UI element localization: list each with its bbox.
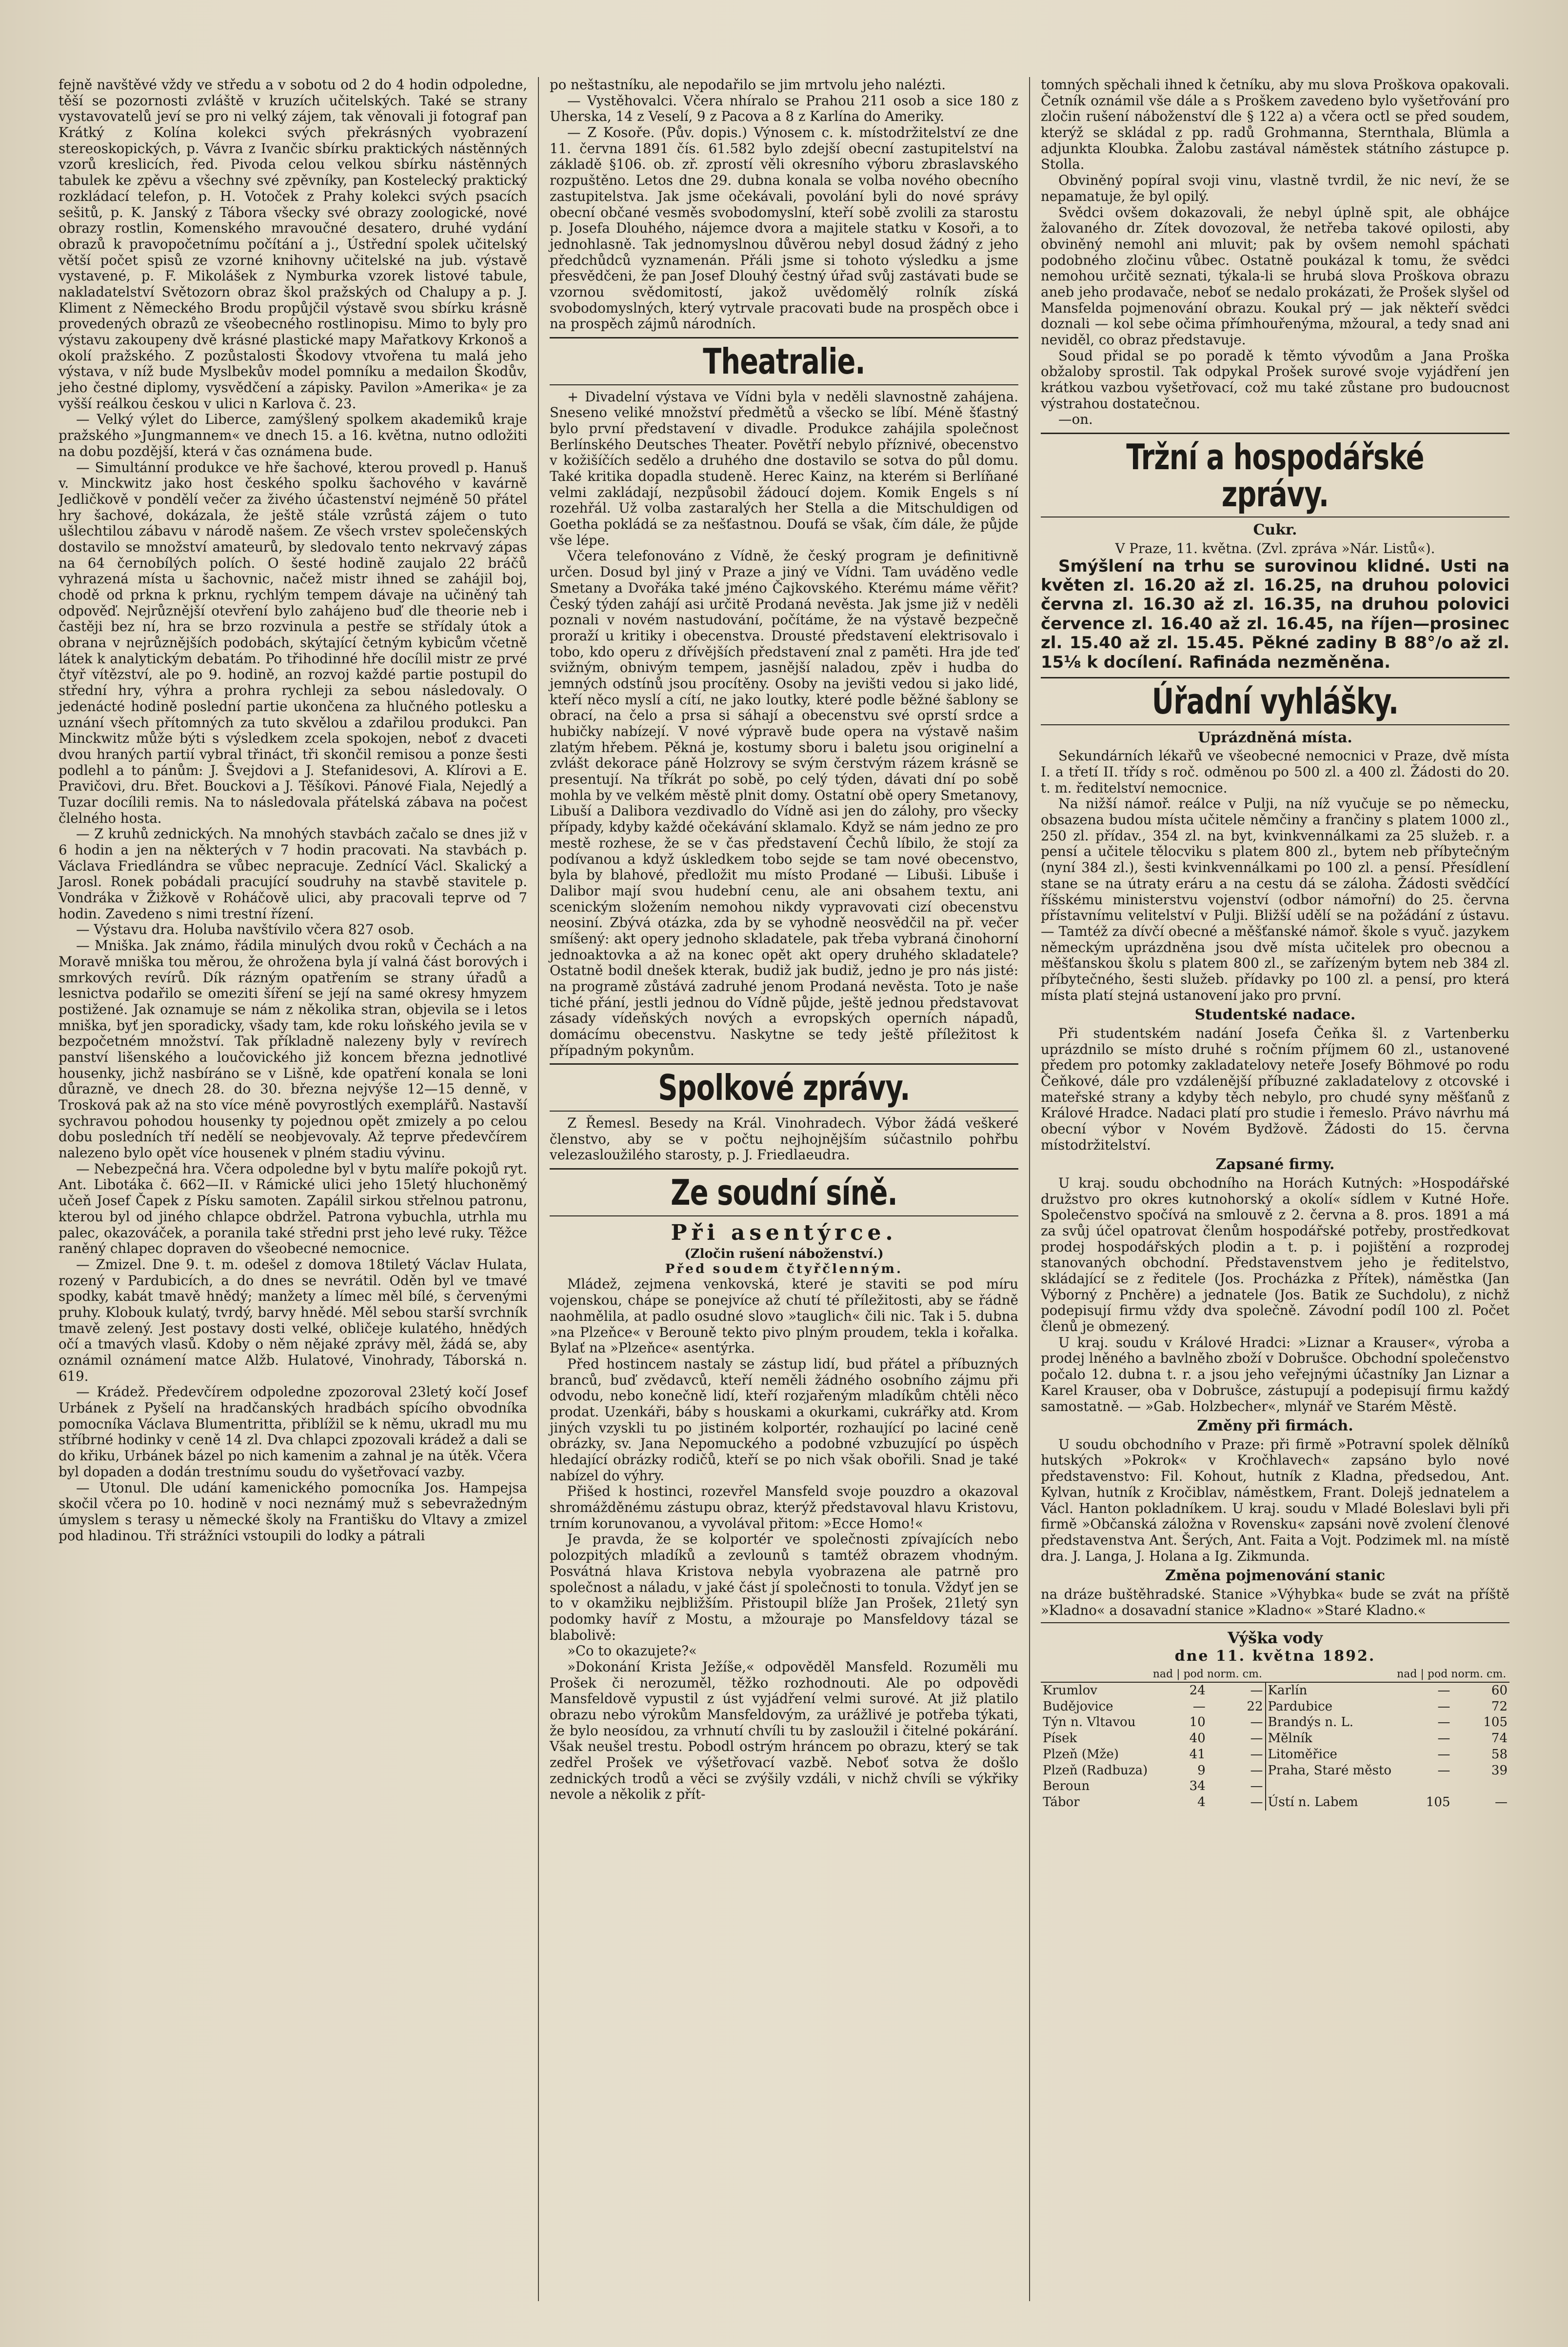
water-table-cell: Brandýs n. L. bbox=[1266, 1714, 1395, 1730]
water-table-cell: Ústí n. Labem bbox=[1266, 1794, 1395, 1810]
vacancies-subheading: Uprázdněná místa. bbox=[1198, 729, 1352, 746]
section-rule bbox=[1041, 677, 1509, 678]
water-table-cell: — bbox=[1192, 1699, 1206, 1714]
water-table-cell: 22 bbox=[1247, 1699, 1263, 1714]
water-table-cell: — bbox=[1250, 1731, 1263, 1746]
water-table-cell: 72 bbox=[1491, 1699, 1508, 1714]
court-heading: Ze soudní síně. bbox=[671, 1172, 897, 1213]
vacancy-paragraph: Na nižší námoř. reálce v Pulji, na níž vyučuje se po německu, obsazena budou místa učitele němčiny a frančiny s platem 1000 zl., 250 zl. přídav., 354 zl. na byt, kvinkvennálkami za 25 služeb. r. a pensí a učitele tělocviku s platem 800 zl., bytem neb příbytečným (nyní 384 zl.), šesti kvinkvennálkami po 100 zl. a pensí. Přesídlení stane se na útraty eráru a na cestu dá se záloha. Žádosti svědčící říšskému ministerstvu vojenství (odbor námořní) do 25. června přístavnímu velitelství v Pulji. Bližší udělí se na požádání z ústavu. — Tamtéž za dívčí obecné a měšťanské námoř. škole s vyuč. jazykem německým uprázdněna jsou dvě místa učitelek pro obecnou a měšťanskou školu s platem 800 zl., se zařízeným bytem neb 384 zl. příbytečného, šesti služeb. přídavky po 100 zl. a pensí, pro která místa platí stejná ustanovení jako pro první. bbox=[1041, 796, 1509, 1003]
water-header-cell: nad | pod norm. cm. bbox=[1395, 1667, 1509, 1682]
theatre-section bbox=[550, 389, 1018, 1059]
court-paragraph: Přišed k hostinci, rozevřel Mansfeld svoje pouzdro a okazoval shromážděnému zástupu obraz, kterýž představoval hlavu Kristovu, trním korunovanou, a vyvolával přitom: »Ecce Homo!« bbox=[550, 1483, 1018, 1532]
market-subheading: Cukr. bbox=[1253, 521, 1297, 539]
firm-changes-subheading: Změny při firmách. bbox=[1197, 1417, 1353, 1435]
water-table-cell: Karlín bbox=[1266, 1682, 1395, 1699]
column-3 bbox=[1029, 77, 1520, 2301]
court-article-title: Při asentýrce. bbox=[671, 1220, 897, 1245]
water-table-cell: Krumlov bbox=[1043, 1683, 1097, 1698]
water-table-cell: 105 bbox=[1426, 1795, 1450, 1810]
water-table-row bbox=[1041, 1747, 1509, 1763]
news-paragraph: — Utonul. Dle udání kamenického pomocníka Jos. Hampejsa skočil včera po 10. hodině v noci neznámý muž s sebevražedným úmyslem s terasy u německé školy na Františku do Vltavy a zmizel pod hladinou. Tři strážníci vstoupili do lodky a pátrali bbox=[59, 1479, 527, 1544]
water-table-cell: Praha, Staré město bbox=[1266, 1763, 1395, 1779]
section-rule bbox=[550, 1215, 1018, 1216]
water-table-row bbox=[1041, 1714, 1509, 1730]
firm-changes-text: U soudu obchodního v Praze: při firmě »Potravní spolek dělníků hutských »Pokrok« v Kročhlavech« zapsáno bylo nové představenstvo: Fil. Kohout, hutník z Kladna, předsedou, Ant. Kylvan, hutník z Kročiblav, náměstkem, Frant. Dolejš jednatelem a Václ. Hanton pokladníkem. U kraj. soudu v Mladé Boleslavi byli při firmě »Občanská záložna v Rovensku« zapsáni nově zvolení členové představenstva Ant. Šerých, Ant. Faita a Vojt. Podzimek ml. na místě dra. J. Langa, J. Holana a Ig. Zikmunda. bbox=[1041, 1436, 1509, 1564]
market-dateline: V Praze, 11. května. (Zvl. zpráva »Nár. Listů«). bbox=[1115, 540, 1435, 557]
associations-text: Z Řemesl. Besedy na Král. Vinohradech. Výbor žádá veškeré členstvo, aby se v počtu nejhojnějším súčastnilo pohřbu velezasloužilého starosty, p. J. Friedlaeudra. bbox=[550, 1115, 1018, 1163]
court-article-subtitle: (Zločin rušení náboženství.) bbox=[684, 1246, 884, 1261]
news-paragraph: — Nebezpečná hra. Včera odpoledne byl v bytu malíře pokojů ryt. Ant. Libotáka č. 662—II. v Rámické ulici jeho 15letý hluchoněmý učeň Josef Čapek z Písku samoten. Zapálil sirkou střelnou patronu, kterou byl od jiného chlapce obdržel. Patrona vybuchla, utrhla mu palec, okazováček, a poranila také středni prst jeho levé ruky. Těžce raněný chlapec dopraven do všeobecné nemocnice. bbox=[59, 1160, 527, 1257]
water-table-header bbox=[1041, 1667, 1509, 1682]
court-article bbox=[550, 1276, 1018, 1803]
court-article-subtitle-2: Před soudem čtyřčlenným. bbox=[665, 1261, 903, 1276]
water-table-cell bbox=[1395, 1778, 1452, 1794]
water-table-cell: 39 bbox=[1491, 1763, 1508, 1778]
water-table-cell: — bbox=[1250, 1763, 1263, 1778]
water-table-cell: — bbox=[1250, 1683, 1263, 1698]
column-1 bbox=[48, 77, 538, 2301]
vacancies-text bbox=[1041, 748, 1509, 1003]
water-table-cell bbox=[1452, 1778, 1509, 1794]
water-table-cell: — bbox=[1437, 1731, 1450, 1746]
water-table-cell: 40 bbox=[1189, 1731, 1206, 1746]
theatre-paragraph: Včera telefonováno z Vídně, že český program je definitivně určen. Dosud byl jiný v Praze a jiný ve Vídni. Tam uváděno vedle Smetany a Dvořáka také jméno Čajkovského. Kterému máme věřit? Český týden zahájí asi určitě Prodaná nevěsta. Jak jsme již v neděli poznali v novém nastudování, počítáme, že na výstavě bezpečně proraží u kritiky i obecenstva. Drousté představení elektrisovalo i tobo, kdo operu z dřívějších představení znal z paměti. Hra jde teď svižným, obnivým tempem, jasnější naladou, zpěv i hudba do jemných odstínů jsou procítěny. Osoby na jevišti vedou si jako lidé, kteří něco myslí a cítí, ne jako loutky, které podle běžné šablony se obrací, na čelo a prsa si sáhají a obecenstvu své oprstí srdce a hubičky nabízejí. V nové výpravě bude opera na výstavě našim zlatým hřebem. Pěkná je, kostumy sboru i baletu jsou originelní a zvlášt dekorace páně Holzrovy se svým čerstvým rázem krásně se presentují. Na tříkrát po sobě, po celý týden, dávati dní po sobě mohla by ve velkém městě plnit domy. Ostatní obě opery Smetanovy, Libuší a Dalibora vezdivadlo do Vídně asi jen do zálohy, pro všecky případy, kdyby každé očekávání sklamalo. Když se nám jedno ze pro mestě rozhese, že se v čas představení Čechů líbilo, že stojí za podívanou a když úskledkem tobo sejde se tam nové obecenstvo, byla by blahové, předložit mu místo Prodané — Libuši. Libuše i Dalibor mají svou hudební cenu, ale ani obsahem textu, ani scenickým složením nemohou nikdy vypravovati cizí obecenstvu neosiní. Zbývá otázka, zda by se vyhodně neosvědčil na př. večer smíšený: akt opery jednoho skladatele, pak třeba vybraná činohorní jednoaktovka a až na konec opět akt opery druhého skladatele? Ostatně bodil dnešek kterak, budiž jak budiž, jedno je pro nás jisté: na programě zůstává zadruhé jenom Prodaná nevěsta. Toto je naše tiché přání, jestli jednou do Vídně půjde, ještě jednou představovat zásady vídeňských nových a evropských operních nápadů, domácímu obecenstvu. Naskytne se tedy ještě příležitost k případným pokynům. bbox=[550, 548, 1018, 1058]
court-paragraph: »Dokonání Krista Ježíše,« odpověděl Mansfeld. Rozuměli mu Prošek či nerozuměl, těžko rozhodnouti. Ale po odpovědi Mansfeldově vypustil z úst vyjádření velmi surové. At již platilo obrazu nebo výrokům Mansfeldovým, za urážlivé je potřeba týkati, že bylo neosídou, za vrhnutí chvíli tu by zasloužil i čitelné pokárání. Však neušel trestu. Pobodl ostrým hráncem po obrazu, který se tak zedřel Prošek ve výšetřovací vazbě. Neboť sotva že došlo zednických trodů a věci se zvýšily vzdáli, v nichž chvíli se výkřiky nevole a několik z přít- bbox=[550, 1658, 1018, 1803]
water-table-row bbox=[1041, 1730, 1509, 1747]
court-paragraph: Svědci ovšem dokazovali, že nebyl úplně spit, ale obhájce žalovaného dr. Zítek dovozoval, že netřeba takové opilosti, aby obviněný nemohl ani mluvit; pak by ovšem nemohl spáchati podobného zločinu vůbec. Ostatně poukázal k tomu, že svědci nemohou určitě seznati, týkala-li se hrubá slova Proškova obrazu aneb jeho prodavače, neboť se nedalo prokázati, že Prošek slyšel od Mansfelda pojmenování obrazu. Koukal prý — jak někteří svědci doznali — kol sebe očima přímhouřenýma, mžoural, a tedy snad ani neviděl, co obraz představuje. bbox=[1041, 204, 1509, 348]
market-heading: Tržní a hospodářské zprávy. bbox=[1126, 437, 1424, 515]
water-table-cell: — bbox=[1250, 1715, 1263, 1730]
court-paragraph: Před hostincem nastaly se zástup lidí, bud přátel a příbuzných branců, buď zvědavců, kteří neměli žádného osobního zájmu při odvodu, nebo konečně lidí, kteří rozjařeným mladíkům chtěli něco prodat. Uzenkáři, báby s houskami a okurkami, cukrářky atd. Krom jiných vzyskli tu po jistiném kolportér, rozhaující po laciné ceně obrázky, sv. Jana Nepomuckého a podobné vzbuzující po úspěch hledající obrázky rodičů, kteří se po nich však obořili. Snad je také nabízel do výhry. bbox=[550, 1355, 1018, 1484]
news-paragraph: po neštastníku, ale nepodařilo se jim mrtvolu jeho nalézti. bbox=[550, 77, 946, 93]
water-table-cell: 74 bbox=[1491, 1731, 1508, 1746]
water-table-cell: 41 bbox=[1189, 1747, 1206, 1762]
water-table-cell: — bbox=[1495, 1795, 1508, 1810]
water-table-cell: 34 bbox=[1189, 1779, 1206, 1794]
water-table-cell: — bbox=[1437, 1747, 1450, 1762]
water-table-cell: Litoměřice bbox=[1266, 1747, 1395, 1763]
water-level-table bbox=[1041, 1667, 1509, 1810]
official-notices-heading: Úřadní vyhlášky. bbox=[1151, 681, 1399, 722]
section-rule bbox=[550, 1168, 1018, 1170]
associations-heading: Spolkové zprávy. bbox=[658, 1067, 910, 1109]
news-paragraph: — Vystěhovalci. Včera nhíralo se Prahou 211 osob a sice 180 z Uherska, 14 z Veselí, 9 z Pacova a 8 z Karlína do Ameriky. bbox=[550, 92, 1018, 125]
water-table-cell: 60 bbox=[1491, 1683, 1508, 1698]
water-level-date: dne 11. května 1892. bbox=[1174, 1648, 1376, 1665]
court-article-continued bbox=[1041, 77, 1509, 428]
court-paragraph: Soud přidal se po poradě k těmto vývodům a Jana Proška obžaloby sprostil. Tak odpykal Prošek surové svoje vyjádření jen krátkou vazbou vyšetřovací, což mu také zůstane pro budoucnost výstrahou dostatečnou. bbox=[1041, 347, 1509, 412]
water-table-cell bbox=[1266, 1778, 1395, 1794]
water-table-cell: Budějovice bbox=[1043, 1699, 1113, 1714]
water-table-cell: 58 bbox=[1491, 1747, 1508, 1762]
water-table-row bbox=[1041, 1699, 1509, 1715]
section-rule bbox=[550, 337, 1018, 338]
water-table-cell: — bbox=[1250, 1779, 1263, 1794]
water-table-row bbox=[1041, 1763, 1509, 1779]
water-table-cell: Týn n. Vltavou bbox=[1043, 1715, 1136, 1730]
court-paragraph: Obviněný popíral svoji vinu, vlastně tvrdil, že nic neví, že se nepamatuje, že byl opilý. bbox=[1041, 172, 1509, 204]
water-table-row bbox=[1041, 1778, 1509, 1794]
court-paragraph: Mládež, zejmena venkovská, které je staviti se pod míru vojenskou, chápe se ponejvíce až chutí té příležitosti, aby se řádně naohmělila, at padlo osudné slovo »tauglich« čili nic. Tak i 5. dubna »na Plzeňce« v Berouně tekto pivo plným proudem, tekla i kořalka. Bylať na »Plzeňce« asentýrka. bbox=[550, 1276, 1018, 1356]
water-table-cell: Písek bbox=[1043, 1731, 1077, 1746]
water-table-cell: Pardubice bbox=[1266, 1699, 1395, 1715]
water-table-cell: 4 bbox=[1197, 1795, 1206, 1810]
water-table-cell: — bbox=[1437, 1683, 1450, 1698]
water-table-cell: 9 bbox=[1197, 1763, 1206, 1778]
water-table-cell: Plzeň (Mže) bbox=[1043, 1747, 1119, 1762]
section-rule bbox=[550, 384, 1018, 385]
water-table-cell: Mělník bbox=[1266, 1730, 1395, 1747]
local-news-continued bbox=[550, 77, 1018, 332]
theatre-paragraph: + Divadelní výstava ve Vídni byla v neděli slavnostně zahájena. Sneseno veliké množství předmětů a všecko se líbí. Méně šťastný bylo první představení v divadle. Produkce zahájila společnost Berlínského Deutsches Theater. Povětří nebylo příznivé, obecenstvo v kožišíčích sedělo a druhého dne dostavilo se sotva do půl domu. Také kritika dopadla studeně. Herec Kainz, na kterém si Berlíňané velmi zakládají, nezpůsobil žádoucí dojem. Komik Engels s ní rozehřál. Už volba zastaralých her Stella a die Mitschuldigen od Goetha pokládá se za nešťastnou. Doufá se však, čím dále, že půjde vše lépe. bbox=[550, 388, 1018, 548]
water-table-row bbox=[1041, 1794, 1509, 1810]
water-table-row bbox=[1041, 1682, 1509, 1699]
section-rule bbox=[550, 1063, 1018, 1065]
water-header-cell: nad | pod norm. cm. bbox=[1151, 1667, 1266, 1682]
market-text: Smýšlení na trhu se surovinou klidné. Usti na květen zl. 16.20 až zl. 16.25, na druhou polovici června zl. 16.30 až zl. 16.35, na druhou polovici července zl. 16.40 až zl. 16.45, na říjen—prosinec zl. 15.40 až zl. 15.45. Pěkné zadiny B 88°/o až zl. 15⅛ k docílení. Rafináda nezměněna. bbox=[1041, 556, 1509, 672]
news-paragraph: fejně navštěvé vždy ve středu a v sobotu od 2 do 4 hodin odpoledne, těší se pozornosti zvláště v kruzích učitelských. Také se strany vystavovatelů jeví se pro ni velký zájem, tak věnovali ji fotograf pan Krátký z Kolína kolekci svých překrásných vyobrazení stereoskopických, p. Vávra z Ivančic sbírku praktických nástěnných vzorů kreslicích, řed. Pivoda celou velkou sbírku nástěnných tabulek ke zpěvu a všechny své zpěvníky, pan Kostelecký praktický rozkládací telefon, p. H. Votoček z Prahy kolekci svých psacích sešitů, p. K. Janský z Tábora všecky své obrazy zoologické, nové obrazy rostlin, Komenského mravoučné desatero, druhé vydání obrazů k pravopočetnímu počítání a j., Ústřední spolek učitelský větší počet spisů ze vzorné knihovny učitelské na jub. výstavě vystavené, p. F. Mikolášek z Nymburka vzorek listové tabule, nakladatelství Světozorn obraz škol pražských od Chalupy a p. J. Kliment z Německého Brodu propůjčil výstavě svou sbírku krásně provedených obrazů ze všeobecného rostlinopisu. Mimo to byly pro výstavu zakoupeny dvě krásné plastické mapy Mařatkovy Krkonoš a okolí pražského. Z pozůstalosti Škodovy vtvořena tu malá jeho výstava, v níž bude Myslbekův model pomníku a medailon Škodův, jeho čestné diplomy, vysvědčení a zápisky. Pavilon »Amerika« je za vyšší reálkou českou v ulici n Karlova č. 23. bbox=[59, 77, 527, 412]
water-table-cell: Plzeň (Radbuza) bbox=[1043, 1763, 1148, 1778]
registered-firms-subheading: Zapsané firmy. bbox=[1215, 1156, 1335, 1174]
water-table-cell: 10 bbox=[1189, 1715, 1206, 1730]
water-header-cell bbox=[1266, 1667, 1395, 1682]
news-paragraph: — Výstavu dra. Holuba navštívilo včera 827 osob. bbox=[76, 921, 415, 938]
registered-firms-text bbox=[1041, 1175, 1509, 1414]
water-table-cell: Tábor bbox=[1043, 1795, 1080, 1810]
market-report bbox=[1041, 541, 1509, 672]
scholarships-text: Při studentském nadání Josefa Čeňka šl. z Vartenberku uprázdnilo se místo druhé s ročním příjmem 60 zl., ustanovené předem pro potomky zakladatelovy neteře Josefy Böhmové po rodu Čeňkové, dále pro vzdálenější příbuzné zakladatelovy z otcovské i mateřské strany a kdyby těch nebylo, pro chudé syny měšťanů z Králové Hradce. Nadaci platí pro studie i řemeslo. Právo návrhu má obecní výbor v Novém Bydžově. Žádosti do 15. června místodržitelství. bbox=[1041, 1025, 1509, 1153]
water-level-title: Výška vody bbox=[1227, 1629, 1323, 1648]
scholarships-subheading: Studentské nadace. bbox=[1194, 1006, 1356, 1024]
vacancy-paragraph: Sekundárních lékařů ve všeobecné nemocnici v Praze, dvě místa I. a třetí II. třídy s roč. odměnou po 500 zl. a 400 zl. Žádosti do 20. t. m. ředitelství nemocnice. bbox=[1041, 748, 1509, 796]
news-paragraph: — Z Kosoře. (Pův. dopis.) Výnosem c. k. místodržitelství ze dne 11. června 1891 čís. 61.582 bylo zdejší obecní zastupitelství na základě §106. ob. zř. zprostí věli okresního výboru zbraslavského rozpuštěno. Letos dne 29. dubna konala se volba nového obecního zastupitelstva. Jak jsme očekávali, povolání byli do nové správy obecní občané vesměs svobodomyslní, kteří sobě zvolili za starostu p. Josefa Dlouhého, nájemce dvora a majitele statku v Kosoři, a to jednohlasně. Tak jednomyslnou důvěrou nebyl dosud žádný z jeho předchůdců vyznamenán. Přáli jsme si tohoto výsledku a jsme přesvědčeni, že pan Josef Dlouhý čestný úřad svůj zastávati bude se vzornou svědomitostí, jakož uvědomělý rolník získá svobodomyslných, který vytrvale pracovati bude na prospěch obce i na prospěch zájmů národních. bbox=[550, 124, 1018, 332]
section-rule bbox=[1041, 433, 1509, 434]
column-container bbox=[48, 77, 1520, 2301]
court-paragraph: »Co to okazujete?« bbox=[567, 1643, 697, 1659]
news-paragraph: — Krádež. Předevčírem odpoledne zpozoroval 23letý kočí Josef Urbánek z Pyšelí na hradčanských hradbách spícího obvodníka pomocníka Václava Blumentritta, přiblížil se k němu, ukradl mu mu stříbrné hodinky v ceně 14 zl. Dva chlapci zpozovali krádež a dali se do křiku, Urbánek bázel po nich kamenim a zahnal je na útěk. Včera byl dopaden a dodán trestnímu soudu do vyšetřovací vazby. bbox=[59, 1384, 527, 1480]
news-paragraph: — Velký výlet do Liberce, zamýšlený spolkem akademiků kraje pražského »Jungmannem« ve dnech 15. a 16. května, nutno odložiti na dobu pozdější, která v čas oznámena bude. bbox=[59, 411, 527, 459]
water-table-cell: — bbox=[1437, 1715, 1450, 1730]
water-table-cell: — bbox=[1437, 1763, 1450, 1778]
news-paragraph: — Simultánní produkce ve hře šachové, kterou provedl p. Hanuš v. Minckwitz jako host českého spolku šachového v kavárně Jedličkově v pondělí večer za živého účastenství nejméně 50 přátel hry šachové, dokázala, že ještě stále vzrůstá zájem o tuto ušlechtilou zábavu v národě našem. Ze všech vrstev společenských dostavilo se množství amateurů, by sledovalo tento nekrvavý zápas na 64 černobílých polích. O šesté hodině zaujalo 22 bráčů vyhrazená místa u šachovnic, načež mistr ihned se zahájil boj, chodě od prkna k prknu, rychlým tempem dávaje na učiněný tah odpověď. Nejrůznější otevření bylo zahájeno buď dle theorie neb i častěji bez ní, hra se brzo rozvinula a pestře se střídaly útok a obrana v nejrůznějších podobách, skýtající četným kybicům včetně látek k analytickým debatám. Po třihodinné hře docílil mistr ze prvé čtyř vítězství, ale po 9. hodině, an rozvoj každé partie postupil do střední hry, výhra a prohra rychleji za sebou následovaly. O jedenácté hodině poslední partie ukončena za hlučného potlesku a uznání všech přítomných za tuto skvělou a zdařilou produkci. Pan Minckwitz může býti s výsledkem zcela spokojen, neboť z dvaceti dvou hraných partií vybral třináct, tři skončil remisou a ponze šesti podlehl a to pánům: J. Švejdovi a J. Stefanidesovi, A. Klírovi a E. Pravičovi, dru. Břet. Bouckovi a J. Těšíkovi. Pánové Fiala, Nejedlý a Tuzar docílili remis. Na to následovala přátelská zábava na počest člelného hosta. bbox=[59, 459, 527, 826]
water-table-cell: Beroun bbox=[1043, 1779, 1090, 1794]
theatre-heading: Theatralie. bbox=[703, 341, 865, 382]
news-paragraph: — Z kruhů zednických. Na mnohých stavbách začalo se dnes již v 6 hodin a jen na některých v 7 hodin pracovati. Na stavbách p. Václava Friedlándra se vůbec nepracuje. Zednící Václ. Skalický a Jarosl. Ronek pobádali pracující soudruhy na stavbě stavitele p. Vondráka v Žižkově v Roháčově ulici, aby pracovali teprve od 7 hodin. Zavedeno s nimi trestní řízení. bbox=[59, 826, 527, 922]
water-table-cell: — bbox=[1250, 1795, 1263, 1810]
station-renaming-text: na dráze buštěhradské. Stanice »Výhybka« bude se zvát na příště »Kladno« a dosavadní stanice »Kladno« »Staré Kladno.« bbox=[1041, 1586, 1509, 1618]
column-2 bbox=[538, 77, 1029, 2301]
section-rule bbox=[550, 1111, 1018, 1112]
water-table-cell: 105 bbox=[1483, 1715, 1508, 1730]
water-header-cell bbox=[1041, 1667, 1151, 1682]
court-paragraph: —on. bbox=[1058, 411, 1093, 428]
water-table-cell: 24 bbox=[1189, 1683, 1206, 1698]
firm-paragraph: U kraj. soudu v Králové Hradci: »Liznar a Krauser«, výroba a prodej lněného a bavlněho zboží v Dobrušce. Obchodní společenstvo počalo 12. dubna t. r. a jsou jeho veřejnými účastníky Jan Liznar a Karel Krauser, oba v Dobrušce, zástupují a podepisují firmu každý samostatně. — »Gab. Holzbecher«, mlynář ve Starém Městě. bbox=[1041, 1334, 1509, 1414]
section-rule bbox=[1041, 1622, 1509, 1623]
news-paragraph: — Zmizel. Dne 9. t. m. odešel z domova 18tiletý Václav Hulata, rozený v Pardubicích, a do dnes se nevrátil. Oděn byl ve tmavé spodky, kabát tmavě hnědý; manžety a límec měl bílé, s červenými pruhy. Klobouk kulatý, tvrdý, barvy hnědé. Měl sebou starší svrchník tmavě zelený. Jest postavy dosti velké, obličeje kulatého, hnědých očí a tmavých vlasů. Kdoby o něm nějaké zprávy měl, žádá se, aby oznámil oznámení matce Alžb. Hulatové, Vinohrady, Táborská n. 619. bbox=[59, 1256, 527, 1384]
section-rule bbox=[1041, 724, 1509, 725]
station-renaming-subheading: Změna pojmenování stanic bbox=[1165, 1567, 1386, 1585]
news-paragraph: — Mniška. Jak známo, řádila minulých dvou roků v Čechách a na Moravě mniška tou měrou, že ohrožena byla jí valná část borových i smrkových revírů. Dík rázným opatřením se strany úřadů a lesnictva podařilo se omeziti šíření se její na samé okresy hmyzem postižené. Jak oznamuje se nám z několika stran, objevila se i letos mniška, byť jen sporadicky, všady tam, kde roku loňského jevila se v bezpočetném množství. Tak příkladně nalezeny byly v revírech panství lišenského a loučovického již koncem března jednotlivé housenky, jichž nasbíráno se v Lišně, kde opatření konala se loni důrazně, ve dnech 28. do 30. března nejvýše 12—15 denně, v Trosková pak až na sto více méně povyrostlých exemplářů. Nastavší sychravou pohodou housenky ty pojednou opět zmizely a po celou dobu posledních tří nedělí se neobjevovaly. Až teprve předevčírem nalezeno bylo opět více housenek v plném stadiu vývinu. bbox=[59, 937, 527, 1161]
water-table-cell: — bbox=[1250, 1747, 1263, 1762]
firm-paragraph: U kraj. soudu obchodního na Horách Kutných: »Hospodářské družstvo pro okres kutnohorský a okolí« sídlem v Kutné Hoře. Společenstvo spočívá na smlouvě z 2. června a 8. pros. 1891 a má za svůj účel opatrovat členům hospodářské potřeby, prostředkovat prodej hospodářských plodin a t. p. i pojištění a rozprodej stanovaných obchodní. Představenstvem jeho je ředitelstvo, skládající se z ředitele (Jos. Procházka z Přítek), náměstka (Jan Výborný z Pnchěre) a jednatele (Jos. Batik ze Suchdolu), z nichž podepisují firmu vždy dva společně. Závodní podíl 100 zl. Počet členů je obmezený. bbox=[1041, 1174, 1509, 1335]
court-paragraph: tomných spěchali ihned k četníku, aby mu slova Proškova opakovali. Četník oznámil vše dále a s Proškem zavedeno bylo vyšetřování pro zločin rušení náboženství dle § 122 a) a včera octl se před soudem, kterýž se skládal z pp. radů Grohmanna, Sternthala, Blümla a adjunkta Kloubka. Žalobu zastával náměstek státního zástupce p. Stolla. bbox=[1041, 77, 1509, 173]
court-paragraph: Je pravda, že se kolportér ve společnosti zpívajících nebo polozpitých mladíků a zevlounů s tamtéž obrazem vhodným. Posvátná hlava Kristova nebyla vyobrazena ale patrně pro společnost a náladu, v jaké část jí společnosti to tonula. Vždyť jen se to v okamžiku nejbližším. Přistoupil blíže Jan Prošek, 21letý syn podomky havíř z Mostu, a mžouraje po Mansfeldovy tázal se blabolivě: bbox=[550, 1531, 1018, 1643]
water-table-cell: — bbox=[1437, 1699, 1450, 1714]
